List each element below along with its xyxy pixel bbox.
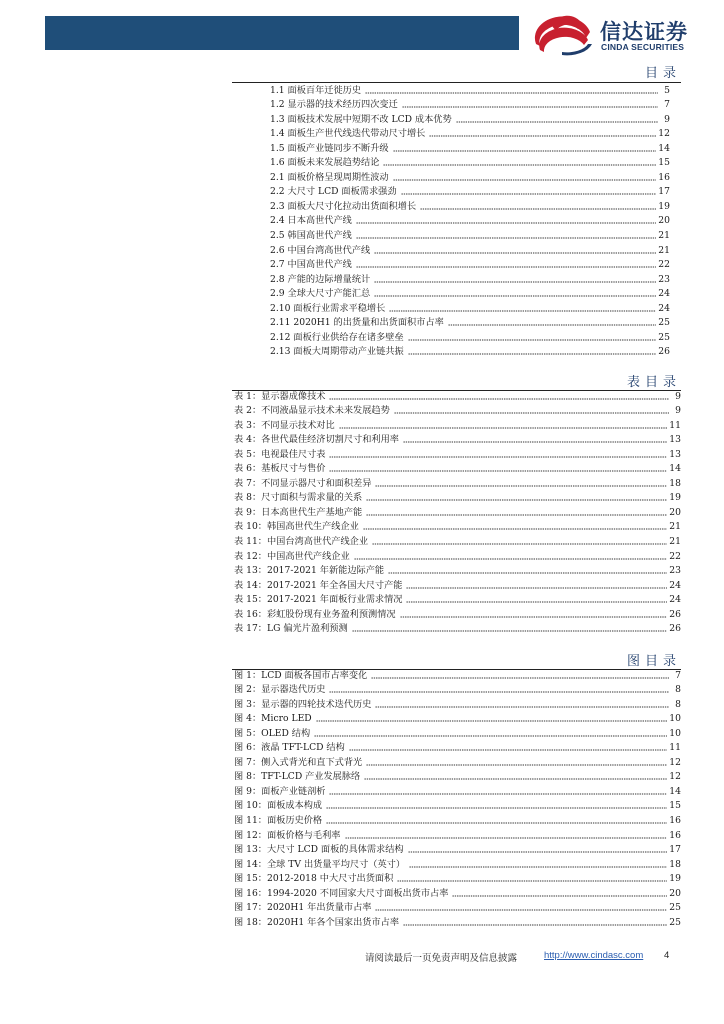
entry-label: 图 3：显示器的四轮技术迭代历史 [234, 698, 372, 710]
entry-page-number: 14 [658, 142, 670, 154]
toc-entry[interactable] [234, 914, 681, 929]
toc-entry[interactable] [234, 667, 681, 682]
entry-page-number: 10 [669, 713, 681, 725]
dot-leader [316, 720, 668, 722]
entry-label: 图 1：LCD 面板各国市占率变化 [234, 669, 368, 681]
entry-label: 2.7 中国高世代产线 [270, 259, 352, 271]
entry-page-number: 26 [669, 623, 681, 635]
toc-entry[interactable] [270, 97, 670, 112]
entry-page-number: 25 [669, 902, 681, 914]
dot-leader [388, 572, 667, 574]
entry-page-number: 8 [675, 684, 681, 696]
entry-label: 表 12：中国高世代产线企业 [234, 550, 350, 562]
dot-leader [429, 135, 656, 137]
toc-entry[interactable] [234, 548, 681, 563]
toc-entry[interactable] [270, 300, 670, 315]
entry-label: 图 13：大尺寸 LCD 面板的具体需求结构 [234, 844, 404, 856]
entry-page-number: 23 [658, 273, 670, 285]
toc-entry[interactable] [234, 621, 681, 636]
entry-label: 1.2 显示器的技术经历四次变迁 [270, 99, 398, 111]
toc-entry[interactable] [234, 417, 681, 432]
toc-entry[interactable] [234, 696, 681, 711]
toc-entry[interactable] [234, 783, 681, 798]
entry-label: 1.5 面板产业链同步不断升级 [270, 142, 389, 154]
dot-leader [406, 587, 667, 589]
dot-leader [397, 880, 667, 882]
entry-label: 1.6 面板未来发展趋势结论 [270, 157, 380, 169]
entry-page-number: 21 [658, 244, 670, 256]
toc-entry[interactable] [234, 871, 681, 886]
brand-name-en: CINDA SECURITIES [601, 42, 685, 52]
toc-entry[interactable] [234, 577, 681, 592]
entry-label: 2.9 全球大尺寸产能汇总 [270, 288, 371, 300]
entry-page-number: 18 [669, 858, 681, 870]
entry-page-number: 13 [669, 448, 681, 460]
dot-leader [375, 485, 667, 487]
dot-leader [329, 456, 667, 458]
entry-label: 2.13 面板大周期带动产业链共振 [270, 346, 404, 358]
toc-entry[interactable] [234, 682, 681, 697]
entry-page-number: 7 [675, 669, 681, 681]
toc-entry[interactable] [234, 403, 681, 418]
tables-list [234, 388, 681, 635]
toc-entry[interactable] [270, 257, 670, 272]
entry-label: 表 13：2017-2021 年新能边际产能 [234, 565, 385, 577]
dot-leader [383, 164, 656, 166]
entry-label: 表 1：显示器成像技术 [234, 390, 326, 402]
dot-leader [329, 793, 667, 795]
entry-page-number: 11 [669, 419, 681, 431]
entry-label: 2.8 产能的边际增量统计 [270, 273, 371, 285]
dot-leader [339, 427, 668, 429]
toc-entry[interactable] [234, 461, 681, 476]
entry-page-number: 24 [658, 302, 670, 314]
dot-leader [393, 179, 657, 181]
entry-label: 表 8：尺寸面积与需求量的关系 [234, 492, 363, 504]
dot-leader [452, 895, 667, 897]
entry-label: 图 14：全球 TV 出货量平均尺寸（英寸） [234, 858, 406, 870]
toc-entry[interactable] [270, 184, 670, 199]
toc-entry[interactable] [234, 504, 681, 519]
entry-page-number: 19 [669, 873, 681, 885]
dot-leader [352, 630, 668, 632]
entry-page-number: 15 [669, 800, 681, 812]
toc-entry[interactable] [270, 169, 670, 184]
entry-label: 1.1 面板百年迁徙历史 [270, 84, 362, 96]
entry-label: 1.3 面板技术发展中短期不改 LCD 成本优势 [270, 113, 452, 125]
entry-label: 图 2：显示器迭代历史 [234, 684, 326, 696]
dot-leader [400, 616, 668, 618]
dot-leader [406, 601, 667, 603]
website-link[interactable]: http://www.cindasc.com [544, 950, 644, 961]
entry-label: 表 7：不同显示器尺寸和面积差异 [234, 477, 372, 489]
toc-entry[interactable] [234, 388, 681, 403]
entry-page-number: 8 [675, 698, 681, 710]
toc-entry[interactable] [270, 315, 670, 330]
entry-page-number: 14 [669, 785, 681, 797]
toc-entry[interactable] [270, 126, 670, 141]
entry-page-number: 21 [669, 536, 681, 548]
dot-leader [345, 837, 668, 839]
entry-label: 图 12：面板价格与毛利率 [234, 829, 341, 841]
toc-entry[interactable] [270, 242, 670, 257]
entry-label: 表 5：电视最佳尺寸表 [234, 448, 326, 460]
toc-entry[interactable] [234, 533, 681, 548]
entry-label: 图 5：OLED 结构 [234, 727, 311, 739]
entry-label: 表 14：2017-2021 年全各国大尺寸产能 [234, 579, 403, 591]
entry-label: 表 10：韩国高世代生产线企业 [234, 521, 359, 533]
entry-label: 表 11：中国台湾高世代产线企业 [234, 536, 369, 548]
toc-entry[interactable] [234, 519, 681, 534]
entry-page-number: 12 [669, 756, 681, 768]
brand-name-cn: 信达证券 [600, 20, 688, 44]
dot-leader [372, 543, 667, 545]
dot-leader [371, 677, 669, 679]
toc-entry[interactable] [234, 563, 681, 578]
entry-page-number: 11 [669, 742, 681, 754]
dot-leader [349, 749, 668, 751]
dot-leader [394, 412, 669, 414]
dot-leader [409, 866, 667, 868]
dot-leader [402, 106, 658, 108]
dot-leader [356, 237, 656, 239]
entry-page-number: 25 [658, 317, 670, 329]
dot-leader [354, 558, 668, 560]
dot-leader [403, 924, 667, 926]
toc-entry[interactable] [270, 213, 670, 228]
entry-page-number: 24 [658, 288, 670, 300]
toc-entry[interactable] [234, 711, 681, 726]
entry-page-number: 16 [669, 815, 681, 827]
toc-entry[interactable] [234, 606, 681, 621]
entry-label: 表 6：基板尺寸与售价 [234, 463, 326, 475]
toc-entry[interactable] [270, 344, 670, 359]
entry-label: 2.10 面板行业需求平稳增长 [270, 302, 386, 314]
toc-entry[interactable] [270, 82, 670, 97]
dot-leader [365, 92, 658, 94]
entry-label: 2.12 面板行业供给存在诸多壁垒 [270, 331, 404, 343]
entry-page-number: 19 [669, 492, 681, 504]
entry-label: 图 9：面板产业链剖析 [234, 785, 326, 797]
toc-entry[interactable] [270, 140, 670, 155]
entry-page-number: 16 [658, 171, 670, 183]
entry-page-number: 19 [658, 200, 670, 212]
dot-leader [374, 295, 656, 297]
dot-leader [326, 807, 667, 809]
entry-label: 表 16：彩虹股份现有业务盈利预测情况 [234, 608, 396, 620]
entry-page-number: 9 [664, 113, 670, 125]
entry-label: 2.5 韩国高世代产线 [270, 230, 352, 242]
figures-title: 图目录 [626, 654, 681, 669]
entry-page-number: 22 [669, 550, 681, 562]
entry-page-number: 20 [658, 215, 670, 227]
entry-page-number: 12 [669, 771, 681, 783]
entry-page-number: 10 [669, 727, 681, 739]
dot-leader [375, 706, 669, 708]
toc-entry[interactable] [234, 490, 681, 505]
header-band [45, 16, 519, 50]
entry-page-number: 24 [669, 594, 681, 606]
dot-leader [403, 441, 667, 443]
entry-page-number: 23 [669, 565, 681, 577]
toc-entry[interactable] [270, 329, 670, 344]
toc-entry[interactable] [270, 271, 670, 286]
dot-leader [329, 398, 669, 400]
toc-title: 目录 [644, 66, 681, 81]
entry-page-number: 5 [664, 84, 670, 96]
entry-label: 表 9：日本高世代生产基地产能 [234, 506, 363, 518]
toc-entry[interactable] [234, 798, 681, 813]
toc-entry[interactable] [234, 754, 681, 769]
toc-entry[interactable] [234, 725, 681, 740]
entry-page-number: 7 [664, 99, 670, 111]
entry-label: 2.6 中国台湾高世代产线 [270, 244, 371, 256]
dot-leader [356, 222, 656, 224]
entry-label: 图 18：2020H1 年各个国家出货市占率 [234, 916, 400, 928]
dot-leader [366, 499, 667, 501]
entry-label: 图 6：液晶 TFT-LCD 结构 [234, 742, 345, 754]
toc-entry[interactable] [234, 769, 681, 784]
entry-label: 图 15：2012-2018 中大尺寸出货面积 [234, 873, 394, 885]
toc-entry[interactable] [234, 885, 681, 900]
entry-page-number: 22 [658, 259, 670, 271]
figures-list [234, 667, 681, 929]
entry-label: 2.1 面板价格呈现周期性波动 [270, 171, 389, 183]
dot-leader [420, 208, 656, 210]
entry-page-number: 14 [669, 463, 681, 475]
entry-page-number: 21 [658, 230, 670, 242]
dot-leader [408, 339, 657, 341]
entry-page-number: 15 [658, 157, 670, 169]
dot-leader [363, 528, 667, 530]
entry-label: 图 4：Micro LED [234, 713, 312, 725]
dot-leader [364, 778, 667, 780]
dot-leader [366, 764, 667, 766]
toc-entry[interactable] [234, 432, 681, 447]
toc-entry[interactable] [234, 475, 681, 490]
dot-leader [329, 470, 667, 472]
toc-entry[interactable] [234, 592, 681, 607]
entry-label: 图 16：1994-2020 不同国家大尺寸面板出货市占率 [234, 887, 449, 899]
entry-label: 图 7：侧入式背光和直下式背光 [234, 756, 363, 768]
entry-label: 图 10：面板成本构成 [234, 800, 323, 812]
brand-logo [532, 14, 712, 56]
toc-entry[interactable] [234, 812, 681, 827]
entry-label: 2.3 面板大尺寸化拉动出货面积增长 [270, 200, 417, 212]
dot-leader [326, 822, 667, 824]
dot-leader [374, 252, 656, 254]
entry-page-number: 24 [669, 579, 681, 591]
dot-leader [389, 310, 656, 312]
entry-page-number: 17 [658, 186, 670, 198]
dot-leader [393, 150, 657, 152]
entry-page-number: 12 [658, 128, 670, 140]
entry-label: 表 2：不同液晶显示技术未来发展趋势 [234, 405, 390, 417]
entry-page-number: 9 [675, 390, 681, 402]
toc-entry[interactable] [234, 856, 681, 871]
dot-leader [356, 266, 656, 268]
page-number: 4 [664, 950, 670, 961]
entry-page-number: 20 [669, 506, 681, 518]
dot-leader [456, 121, 658, 123]
entry-label: 2.4 日本高世代产线 [270, 215, 352, 227]
toc-entry[interactable] [234, 842, 681, 857]
dot-leader [375, 909, 667, 911]
entry-page-number: 21 [669, 521, 681, 533]
entry-page-number: 9 [675, 405, 681, 417]
entry-page-number: 13 [669, 434, 681, 446]
dot-leader [448, 324, 657, 326]
entry-label: 图 8：TFT-LCD 产业发展脉络 [234, 771, 361, 783]
entry-label: 表 4：各世代最佳经济切割尺寸和利用率 [234, 434, 399, 446]
entry-page-number: 26 [658, 346, 670, 358]
entry-page-number: 26 [669, 608, 681, 620]
entry-label: 图 17：2020H1 年出货量市占率 [234, 902, 372, 914]
dot-leader [401, 193, 657, 195]
toc-entry[interactable] [270, 198, 670, 213]
toc-entry[interactable] [234, 900, 681, 915]
toc-list [270, 82, 670, 358]
dot-leader [329, 691, 669, 693]
entry-label: 图 11：面板历史价格 [234, 815, 323, 827]
dot-leader [374, 281, 656, 283]
toc-entry[interactable] [270, 155, 670, 170]
cinda-globe-icon [532, 14, 594, 56]
entry-label: 表 17：LG 偏光片盈利预测 [234, 623, 348, 635]
entry-page-number: 25 [669, 916, 681, 928]
entry-page-number: 17 [669, 844, 681, 856]
tables-title: 表目录 [626, 375, 681, 390]
entry-label: 2.11 2020H1 的出货量和出货面积市占率 [270, 317, 444, 329]
toc-entry[interactable] [270, 227, 670, 242]
dot-leader [408, 851, 668, 853]
toc-entry[interactable] [234, 740, 681, 755]
toc-entry[interactable] [234, 446, 681, 461]
entry-page-number: 16 [669, 829, 681, 841]
entry-label: 表 15：2017-2021 年面板行业需求情况 [234, 594, 403, 606]
entry-page-number: 18 [669, 477, 681, 489]
entry-page-number: 20 [669, 887, 681, 899]
toc-entry[interactable] [270, 286, 670, 301]
dot-leader [366, 514, 667, 516]
entry-label: 2.2 大尺寸 LCD 面板需求强劲 [270, 186, 397, 198]
entry-label: 表 3：不同显示技术对比 [234, 419, 335, 431]
dot-leader [314, 735, 667, 737]
entry-page-number: 25 [658, 331, 670, 343]
entry-label: 1.4 面板生产世代线迭代带动尺寸增长 [270, 128, 426, 140]
toc-entry[interactable] [270, 111, 670, 126]
dot-leader [408, 353, 657, 355]
disclaimer-notice: 请阅读最后一页免责声明及信息披露 [365, 953, 518, 964]
toc-entry[interactable] [234, 827, 681, 842]
